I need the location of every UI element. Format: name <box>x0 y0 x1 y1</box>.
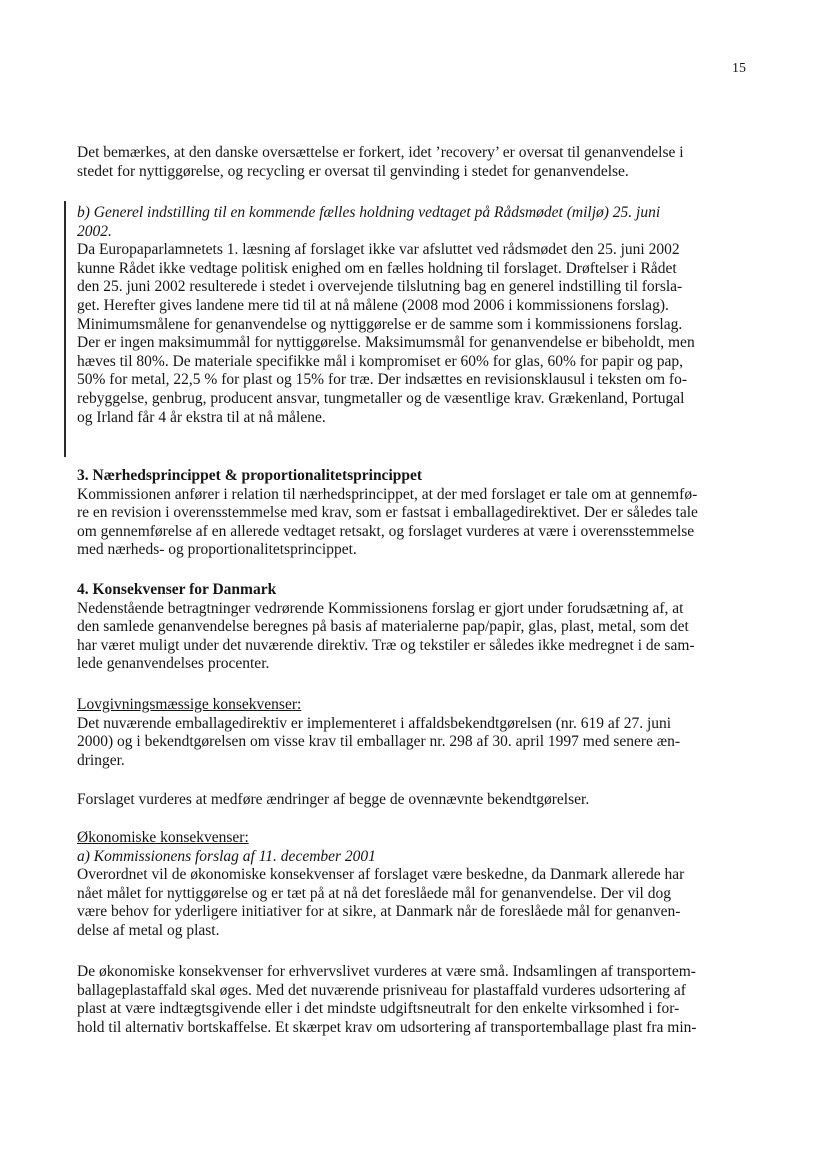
text-line: get. Herefter gives landene mere tid til at nå målene (2008 mod 2006 i kommissionens forslag). <box>77 296 669 314</box>
section-heading: 4. Konsekvenser for Danmark <box>77 581 277 598</box>
text-line: om gennemførelse af en allerede vedtaget retsakt, og forslaget vurderes at være i overensstemmelse <box>77 522 695 540</box>
economic-consequences <box>77 829 742 941</box>
council-heading-line: b) Generel indstilling til en kommende fælles holdning vedtaget på Rådsmødet (miljø) 25. juni <box>77 204 661 221</box>
text-line: kunne Rådet ikke vedtage politisk enighed om en fælles holdning til forslaget. Drøftelser i Rådet <box>77 259 677 277</box>
text-line: Kommissionen anfører i relation til nærhedsprincippet, at der med forslaget er tale om at gennemfø- <box>77 485 698 503</box>
text-line: den 25. juni 2002 resulterede i stedet i overvejende tilslutning bag en generel indstilling til forsla- <box>77 278 683 296</box>
legal-followup <box>77 791 742 810</box>
text-line: Forslaget vurderes at medføre ændringer af begge de ovennævnte bekendtgørelser. <box>77 791 590 808</box>
text-line: har været muligt under det nuværende direktiv. Træ og tekstiler er således ikke medregnet i de sam- <box>77 636 695 654</box>
text-line: plast at være indtægtsgivende eller i det mindste udgiftsneutralt for den enkelte virksomhed i for- <box>77 1000 680 1018</box>
text-line: dringer. <box>77 751 125 769</box>
text-line: 2000) og i bekendtgørelsen om visse krav til emballager nr. 298 af 30. april 1997 med senere æn- <box>77 733 681 751</box>
text-line: Minimumsmålene for genanvendelse og nyttiggørelse er de samme som i kommissionens forslag. <box>77 315 683 333</box>
margin-bar <box>64 201 66 457</box>
legal-consequences <box>77 696 742 770</box>
text-line: være behov for yderligere initiativer for at sikre, at Danmark når de foreslåede mål for genanven- <box>77 903 681 921</box>
text-line: De økonomiske konsekvenser for erhvervslivet vurderes at være små. Indsamlingen af transportem- <box>77 963 696 980</box>
text-line: Nedenstående betragtninger vedrørende Kommissionens forslag er gjort under forudsætning af, at <box>77 599 684 617</box>
section-4 <box>77 581 742 674</box>
text-line: hæves til 80%. De materiale specifikke mål i kompromiset er 60% for glas, 60% for papir og pap, <box>77 352 684 370</box>
text-line: rebyggelse, genbrug, producent ansvar, tungmetaller og de væsentlige krav. Grækenland, Portugal <box>77 389 685 407</box>
text-line: stedet for nyttiggørelse, og recycling er oversat til genvinding i stedet for genanvendelse. <box>77 162 629 180</box>
text-line: delse af metal og plast. <box>77 921 220 939</box>
text-line: hold til alternativ bortskaffelse. Et skærpet krav om udsortering af transportemballage plast fra min- <box>77 1018 697 1036</box>
text-line: Overordnet vil de økonomiske konsekvenser af forslaget være beskedne, da Danmark allerede har <box>77 866 685 884</box>
subsection-heading: Lovgivningsmæssige konsekvenser: <box>77 696 302 713</box>
text-line: og Irland får 4 år ekstra til at nå målene. <box>77 408 326 426</box>
text-line: Der er ingen maksimummål for nyttiggørelse. Maksimumsmål for genanvendelse er bibeholdt, men <box>77 334 695 352</box>
text-line: Det bemærkes, at den danske oversættelse er forkert, idet ’recovery’ er oversat til genanvendelse i <box>77 144 684 161</box>
text-line: ballageplastaffald skal øges. Med det nuværende prisniveau for plastaffald vurderes udsortering af <box>77 981 686 999</box>
council-heading-line: 2002. <box>77 222 112 240</box>
text-line: 50% for metal, 22,5 % for plast og 15% for træ. Der indsættes en revisionsklausul i teksten om fo- <box>77 371 687 389</box>
page-number: 15 <box>732 61 746 76</box>
business-consequences <box>77 963 742 1037</box>
text-line: re en revision i overensstemmelse med krav, som er fastsat i emballagedirektivet. Der er således tale <box>77 504 698 522</box>
council-section <box>77 204 742 427</box>
text-line: den samlede genanvendelse beregnes på basis af materialerne pap/papir, glas, plast, metal, som det <box>77 618 689 636</box>
text-line: Det nuværende emballagedirektiv er implementeret i affaldsbekendtgørelsen (nr. 619 af 27. juni <box>77 714 672 732</box>
text-line: lede genanvendelses procenter. <box>77 655 270 673</box>
subsection-subheading: a) Kommissionens forslag af 11. december 2001 <box>77 847 376 865</box>
text-line: nået målet for nyttiggørelse og er tæt på at nå det foreslåede mål for genanvendelse. Der vil dog <box>77 884 671 902</box>
subsection-heading: Økonomiske konsekvenser: <box>77 829 249 846</box>
translation-note <box>77 144 742 181</box>
text-line: Da Europaparlamnetets 1. læsning af forslaget ikke var afsluttet ved rådsmødet den 25. juni 2002 <box>77 241 680 259</box>
section-heading: 3. Nærhedsprincippet & proportionalitetsprincippet <box>77 467 423 484</box>
text-line: med nærheds- og proportionalitetsprincippet. <box>77 541 357 559</box>
section-3 <box>77 467 742 560</box>
